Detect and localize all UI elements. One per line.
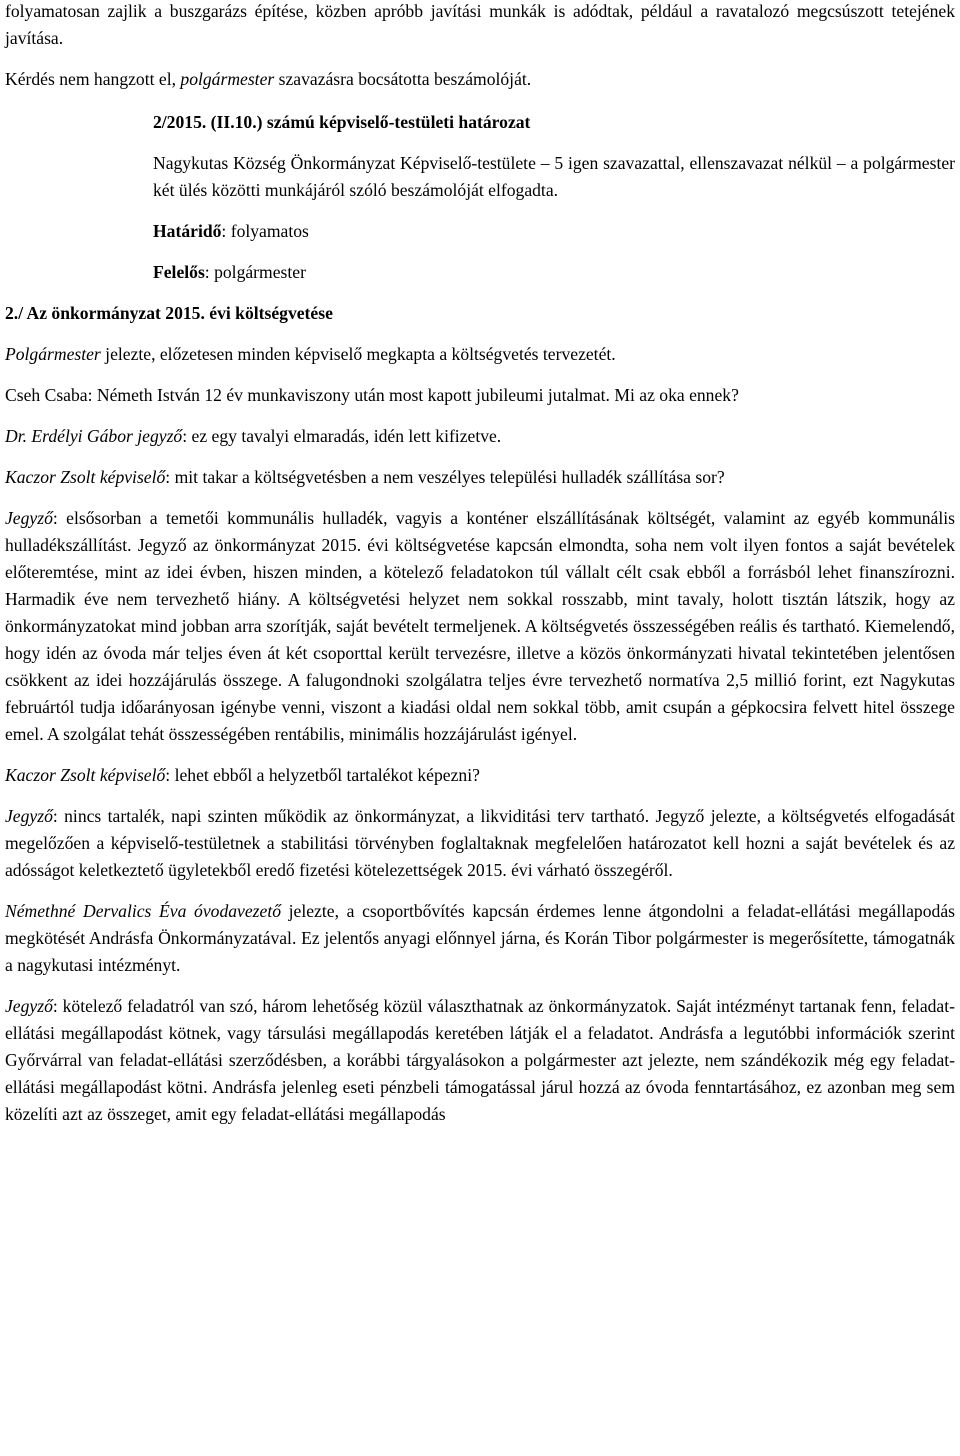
plain-text: : kötelező feladatról van szó, három lehetőség közül választhatnak az önkormányzatok. Saját intézményt tartanak fenn, feladat-ellátási megállapodást kötnek, vagy társulási megállapodás keretében látják el a feladatot. Andrásfa a legutóbbi információk szerint Győrvárral van feladat-ellátási szerződésben, a korábbi tárgyalásokon a polgármester azt jelezte, nem szándékozik még egy feladat-ellátási megállapodást kötni. Andrásfa jelenleg eseti pénzbeli támogatással járul hozzá az óvoda fenntartásához, ez azonban meg sem közelíti azt az összeget, amit egy feladat-ellátási megállapodás bbox=[5, 996, 955, 1124]
section-heading-text: 2./ Az önkormányzat 2015. évi költségvetése bbox=[5, 303, 333, 323]
plain-text: : mit takar a költségvetésben a nem veszélyes települési hulladék szállítása sor? bbox=[165, 467, 725, 487]
section-heading bbox=[5, 300, 955, 327]
paragraph-vote-call bbox=[5, 66, 955, 93]
plain-text: : nincs tartalék, napi szinten működik az önkormányzat, a likviditási terv tartható. Jegyző jelezte, a költségvetés elfogadását megelőzően a képviselő-testületnek a stabilitási törvényben foglaltaknak megfelelően határozatot kell hozni a saját bevételek és az adósságot keletkeztető ügyletekből eredő fizetési kötelezettségek 2015. évi várható összegéről. bbox=[5, 806, 955, 880]
speaker-kaczor: Kaczor Zsolt képviselő bbox=[5, 467, 166, 487]
paragraph-mayor-budget bbox=[5, 341, 955, 368]
plain-text: jelezte, a csoportbővítés kapcsán érdemes lenne átgondolni a feladat-ellátási megállapodás megkötését Andrásfa Önkormányzatával. Ez jelentős anyagi előnnyel járna, és Korán Tibor polgármester is megerősítette, támogatnák a nagykutasi intézményt. bbox=[5, 901, 955, 975]
plain-text: : ez egy tavalyi elmaradás, idén lett kifizetve. bbox=[182, 426, 502, 446]
deadline-label: Határidő bbox=[153, 221, 222, 241]
responsible-line bbox=[5, 259, 955, 286]
deadline-line bbox=[5, 218, 955, 245]
responsible-label: Felelős bbox=[153, 262, 205, 282]
paragraph-erdelyi bbox=[5, 423, 955, 450]
speaker-kindergarten-head: Némethné Dervalics Éva óvodavezető bbox=[5, 901, 282, 921]
paragraph-notary-mandatory bbox=[5, 993, 955, 1128]
speaker-notary: Jegyző bbox=[5, 806, 53, 826]
decision-title-text: 2/2015. (II.10.) számú képviselő-testületi határozat bbox=[153, 112, 531, 132]
speaker-mayor: Polgármester bbox=[5, 344, 101, 364]
speaker-notary: Jegyző bbox=[5, 996, 53, 1016]
paragraph-notary-budget bbox=[5, 505, 955, 748]
plain-text: szavazásra bocsátotta beszámolóját. bbox=[274, 69, 532, 89]
decision-text: Nagykutas Község Önkormányzat Képviselő-testülete – 5 igen szavazattal, ellenszavazat nélkül – a polgármester két ülés közötti munkájáról szóló beszámolóját elfogadta. bbox=[153, 153, 955, 200]
deadline-value: : folyamatos bbox=[221, 221, 309, 241]
paragraph-building-works: folyamatosan zajlik a buszgarázs építése, közben apróbb javítási munkák is adódtak, például a ravatalozó megcsúszott tetejének javítása. bbox=[5, 1, 955, 48]
decision-title bbox=[5, 109, 955, 136]
speaker-notary: Dr. Erdélyi Gábor jegyző bbox=[5, 426, 183, 446]
speaker-notary: Jegyző bbox=[5, 508, 53, 528]
responsible-value: : polgármester bbox=[204, 262, 306, 282]
paragraph-notary-reserve bbox=[5, 803, 955, 884]
paragraph-cseh-csaba: Cseh Csaba: Németh István 12 év munkaviszony után most kapott jubileumi jutalmat. Mi az oka ennek? bbox=[5, 385, 739, 405]
speaker-kaczor: Kaczor Zsolt képviselő bbox=[5, 765, 166, 785]
speaker-mayor: polgármester bbox=[180, 69, 275, 89]
plain-text: : lehet ebből a helyzetből tartalékot képezni? bbox=[165, 765, 480, 785]
document-page bbox=[5, 0, 955, 1128]
plain-text: jelezte, előzetesen minden képviselő megkapta a költségvetés tervezetét. bbox=[100, 344, 616, 364]
paragraph-kindergarten bbox=[5, 898, 955, 979]
plain-text: Kérdés nem hangzott el, bbox=[5, 69, 181, 89]
plain-text: : elsősorban a temetői kommunális hulladék, vagyis a konténer elszállításának költségét, valamint az egyéb kommunális hulladékszállítást. Jegyző az önkormányzat 2015. évi költségvetése kapcsán elmondta, soha nem volt ilyen fontos a saját bevételek előteremtése, mint az idei évben, hiszen minden, a kötelező feladatokon túl vállalt célt csak ebből a forrásból lehet finanszírozni. Harmadik éve nem tervezhető hiány. A költségvetési helyzet nem sokkal rosszabb, mint tavaly, holott tisztán látszik, hogy az önkormányzatokat mind jobban arra szorítják, saját bevételt termeljenek. A költségvetés összességében reális és tartható. Kiemelendő, hogy idén az óvoda már teljes éven át két csoporttal került tervezésre, illetve a közös önkormányzati hivatal tekintetében jelentősen csökkent az idei hozzájárulás összege. A falugondnoki szolgálatra teljes évre tervezhető normatíva 2,5 millió forint, ezt Nagykutas februártól tudja időarányosan igénybe venni, viszont a kiadási oldal nem sokkal több, amit csupán a gépkocsira felvett hitel összege emel. A szolgálat tehát összességében rentábilis, minimális hozzájárulást igényel. bbox=[5, 508, 955, 744]
paragraph-kaczor-2 bbox=[5, 762, 955, 789]
paragraph-kaczor-1 bbox=[5, 464, 955, 491]
